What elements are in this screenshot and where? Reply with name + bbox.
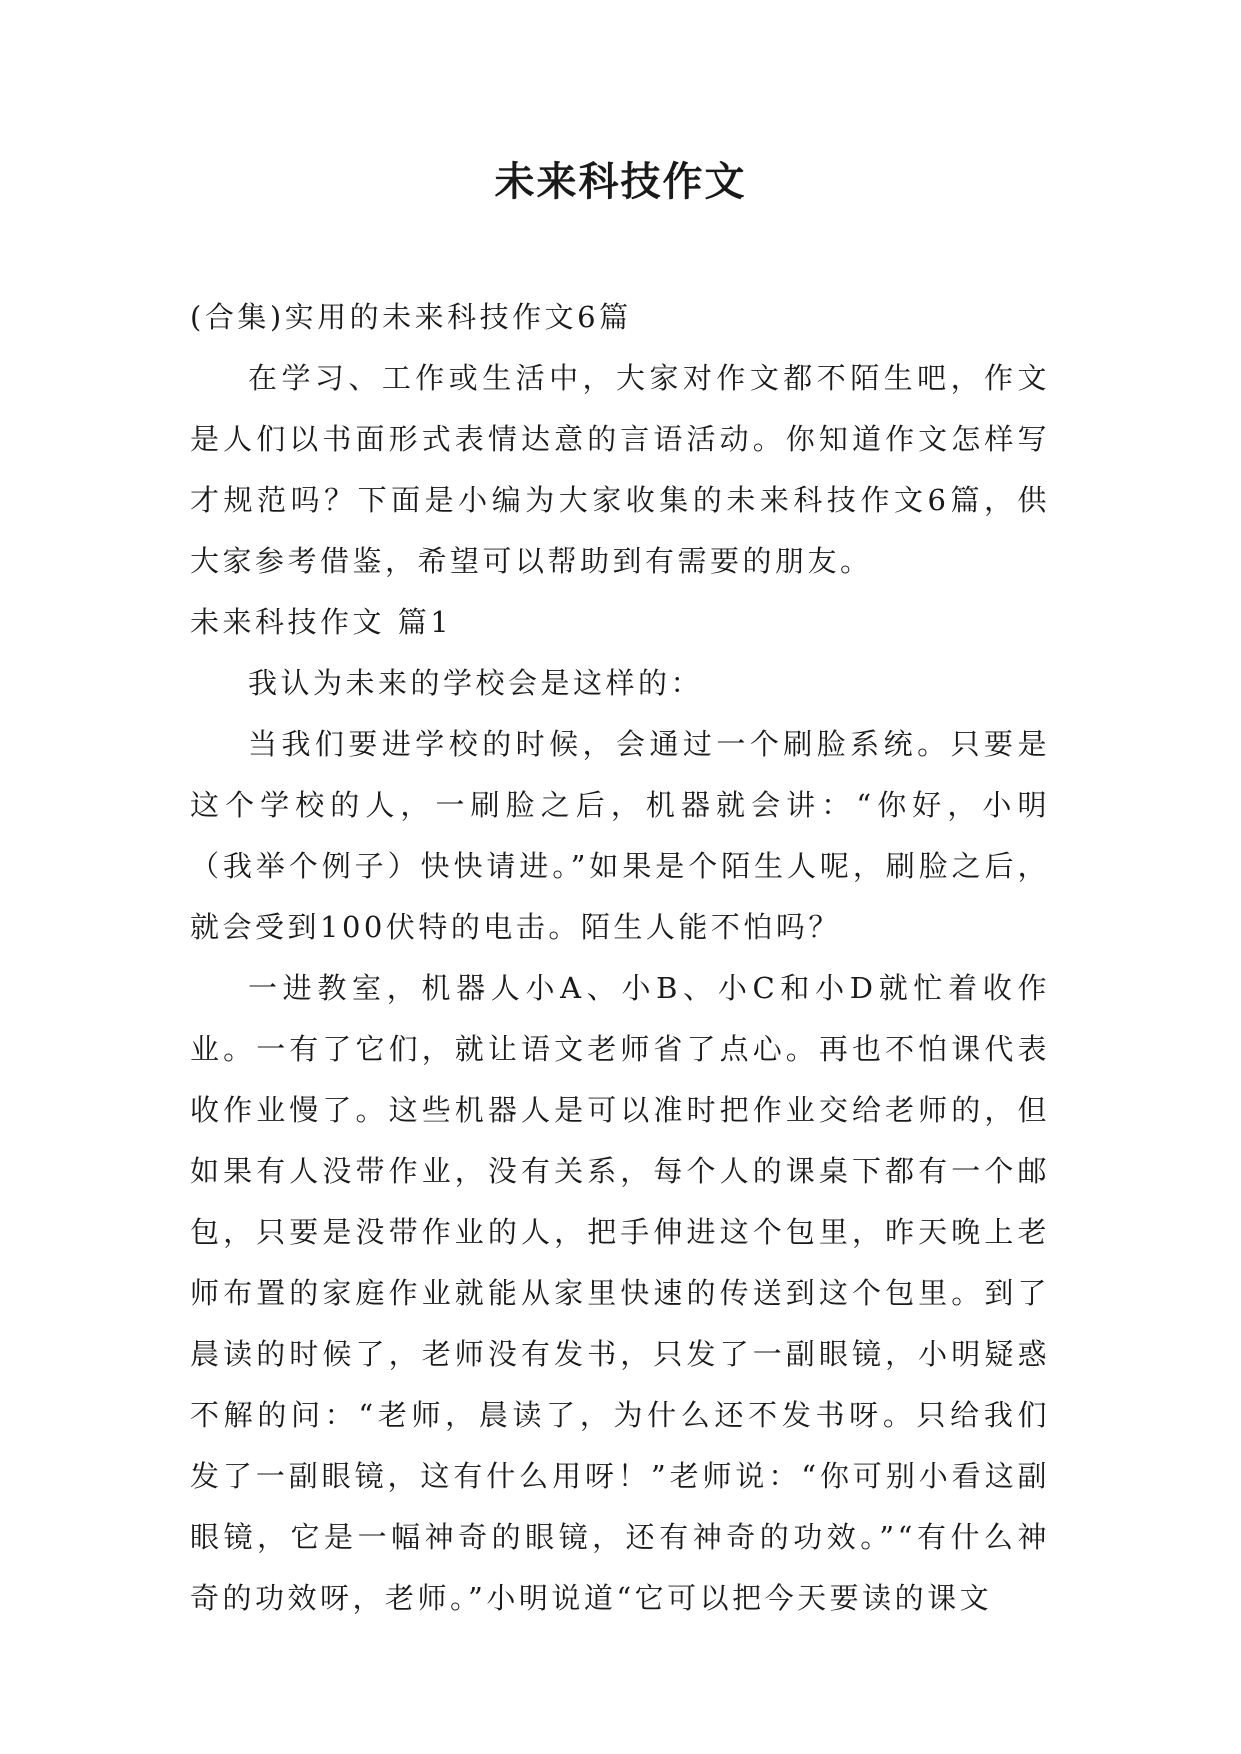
document-body — [190, 287, 1050, 1629]
body-paragraph: 一进教室，机器人小A、小B、小C和小D就忙着收作业。一有了它们，就让语文老师省了点心。再也不怕课代表收作业慢了。这些机器人是可以准时把作业交给老师的，但如果有人没带作业，没有关系，每个人的课桌下都有一个邮包，只要是没带作业的人，把手伸进这个包里，昨天晚上老师布置的家庭作业就能从家里快速的传送到这个包里。到了晨读的时候了，老师没有发书，只发了一副眼镜，小明疑惑不解的问：“老师，晨读了，为什么还不发书呀。只给我们发了一副眼镜，这有什么用呀！”老师说：“你可别小看这副眼镜，它是一幅神奇的眼镜，还有神奇的功效。”“有什么神奇的功效呀，老师。”小明说道“它可以把今天要读的课文 — [190, 971, 1050, 1615]
document-title: 未来科技作文 — [494, 159, 747, 205]
body-paragraph: 我认为未来的学校会是这样的： — [248, 666, 704, 700]
document-subtitle: (合集)实用的未来科技作文6篇 — [190, 300, 632, 334]
intro-paragraph: 在学习、工作或生活中，大家对作文都不陌生吧，作文是人们以书面形式表情达意的言语活动。你知道作文怎样写才规范吗？下面是小编为大家收集的未来科技作文6篇，供大家参考借鉴，希望可以帮助到有需要的朋友。 — [190, 361, 1050, 578]
section-heading: 未来科技作文 篇1 — [190, 605, 453, 639]
body-paragraph: 当我们要进学校的时候，会通过一个刷脸系统。只要是这个学校的人，一刷脸之后，机器就会讲：“你好，小明（我举个例子）快快请进。”如果是个陌生人呢，刷脸之后，就会受到100伏特的电击。陌生人能不怕吗？ — [190, 727, 1050, 944]
